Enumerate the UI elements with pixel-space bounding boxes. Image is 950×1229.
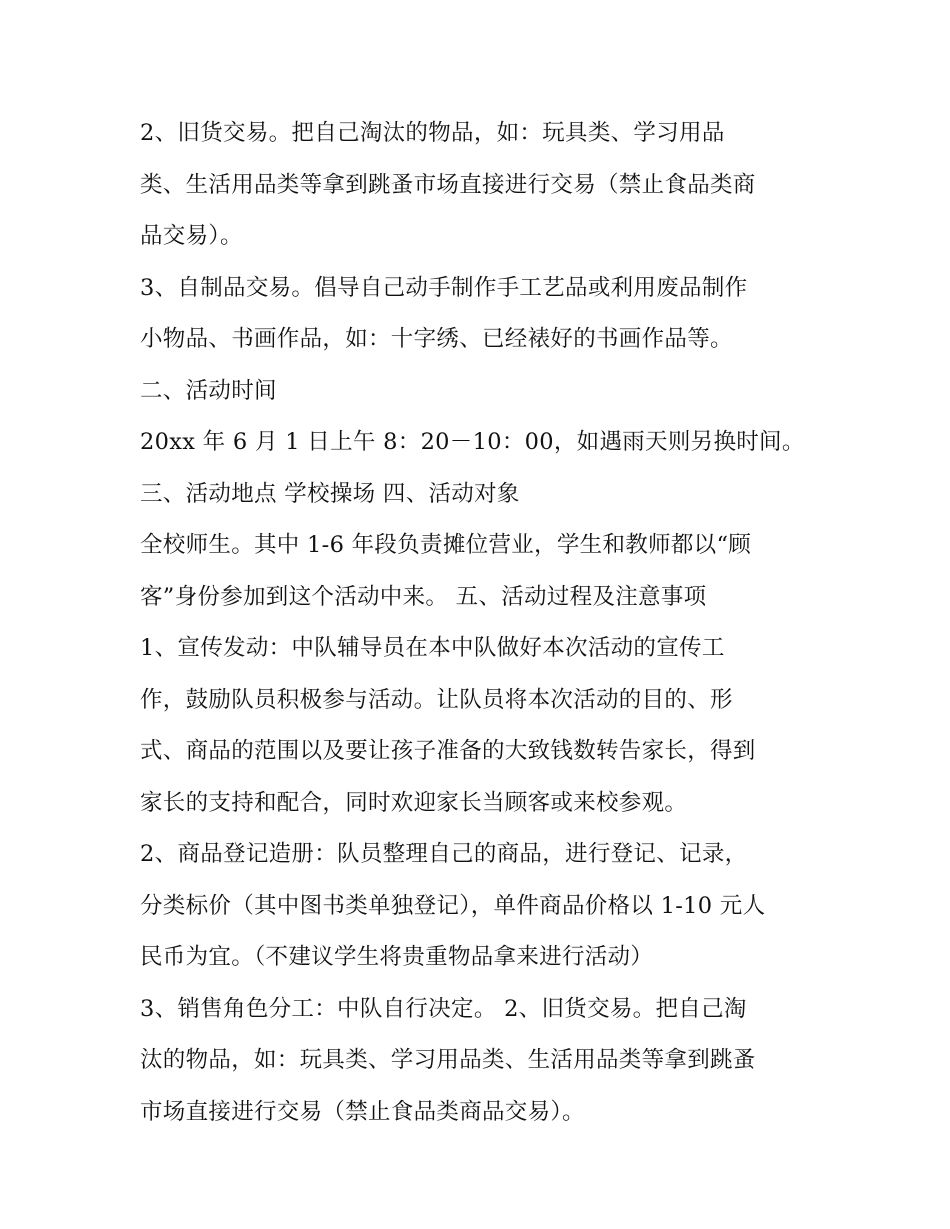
text-line: 式、商品的范围以及要让孩子准备的大致钱数转告家长，得到 bbox=[140, 738, 756, 764]
section-heading: 三、活动地点 学校操场 四、活动对象 bbox=[140, 480, 520, 507]
section-heading: 二、活动时间 bbox=[140, 377, 277, 404]
document-body bbox=[140, 108, 820, 1138]
text-line: 2、旧货交易。把自己淘汰的物品，如：玩具类、学习用品 bbox=[140, 120, 725, 146]
text-line: 全校师生。其中 1-6 年段负责摊位营业，学生和教师都以“顾 bbox=[140, 532, 752, 558]
text-line: 家长的支持和配合，同时欢迎家长当顾客或来校参观。 bbox=[140, 789, 688, 816]
text-line: 3、自制品交易。倡导自己动手制作手工艺品或利用废品制作 bbox=[140, 274, 748, 301]
text-line: 2、商品登记造册：队员整理自己的商品，进行登记、记录， bbox=[140, 841, 748, 867]
text-line: 3、销售角色分工：中队自行决定。 2、旧货交易。把自己淘 bbox=[140, 995, 747, 1022]
text-line: 作，鼓励队员积极参与活动。让队员将本次活动的目的、形 bbox=[140, 686, 733, 713]
text-line: 市场直接进行交易（禁止食品类商品交易）。 bbox=[140, 1098, 585, 1125]
text-line: 民币为宜。（不建议学生将贵重物品拿来进行活动） bbox=[140, 944, 654, 970]
text-line: 汰的物品，如：玩具类、学习用品类、生活用品类等拿到跳蚤 bbox=[140, 1047, 756, 1073]
text-line: 小物品、书画作品，如：十字绣、已经裱好的书画作品等。 bbox=[140, 326, 733, 352]
text-line: 20xx 年 6 月 1 日上午 8：20－10：00，如遇雨天则另换时间。 bbox=[140, 429, 805, 455]
text-line: 类、生活用品类等拿到跳蚤市场直接进行交易（禁止食品类商 bbox=[140, 171, 756, 198]
text-line: 客”身份参加到这个活动中来。 五、活动过程及注意事项 bbox=[140, 583, 707, 610]
text-line: 1、宣传发动：中队辅导员在本中队做好本次活动的宣传工 bbox=[140, 635, 725, 661]
text-line: 分类标价（其中图书类单独登记），单件商品价格以 1-10 元人 bbox=[140, 892, 766, 919]
text-line: 品交易）。 bbox=[140, 223, 243, 249]
